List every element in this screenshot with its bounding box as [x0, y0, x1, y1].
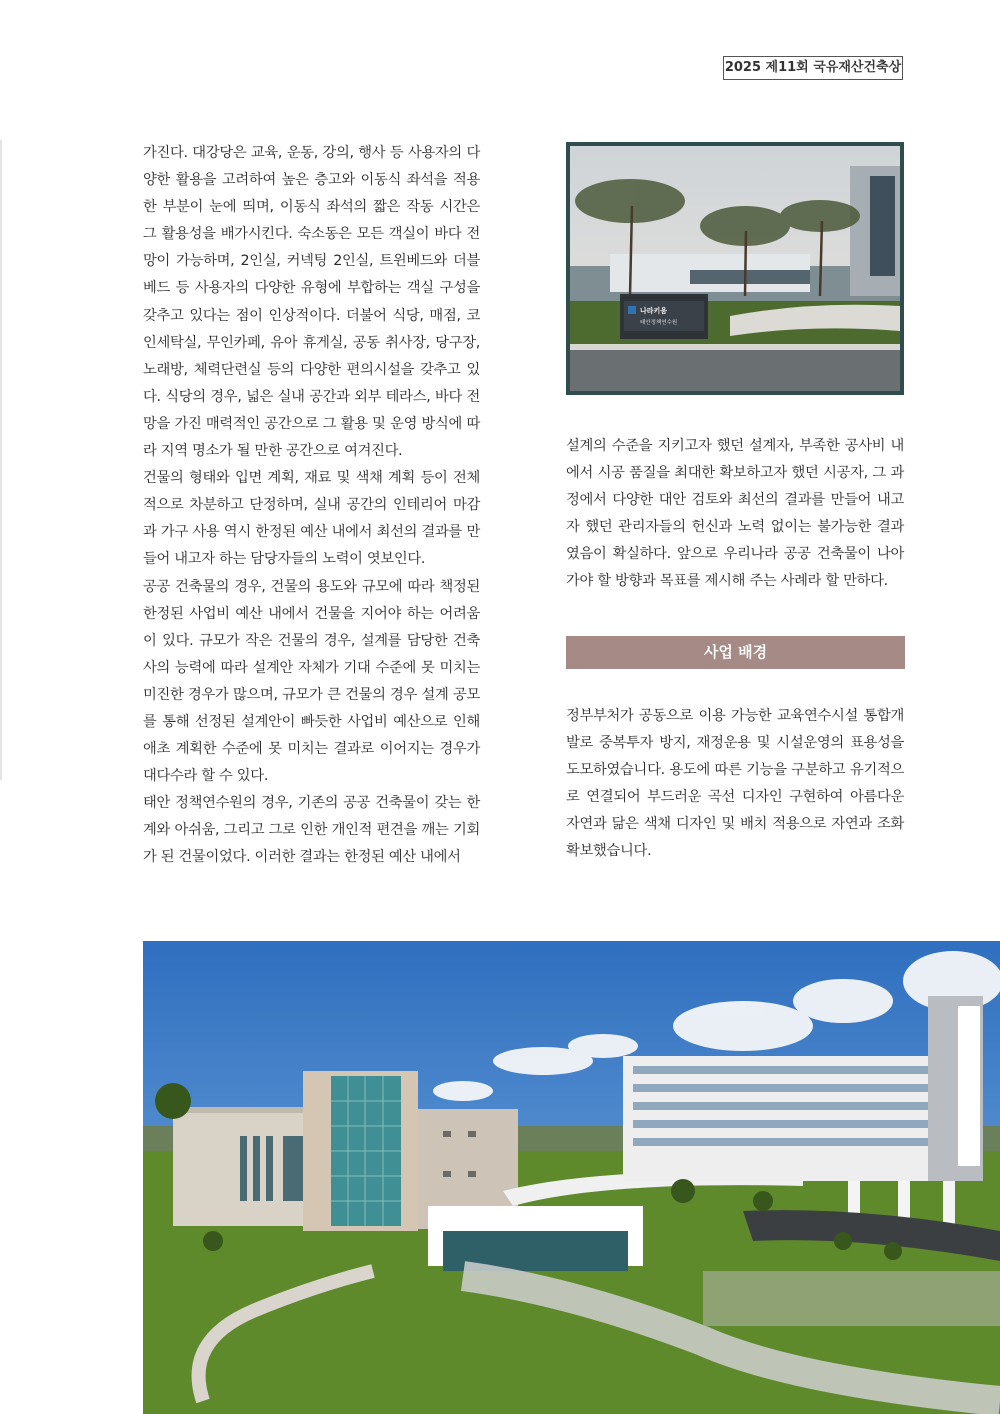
sign-main-text: 나라키움: [640, 307, 668, 315]
paragraph: 정부부처가 공동으로 이용 가능한 교육연수시설 통합개발로 중복투자 방지, 재정운용 및 시설운영의 표용성을 도모하였습니다. 용도에 따른 기능을 구분하고 유기적으로 연결되어 부드러운 곡선 디자인 구현하여 아름다운 자연과 닮은 색채 디자인 및 배치 적용으로 자연과 조화 확보했습니다.: [566, 708, 904, 860]
sign-sub-text: 태안정책연수원: [640, 320, 678, 326]
right-text-top: [566, 433, 904, 596]
paragraph: 가진다. 대강당은 교육, 운동, 강의, 행사 등 사용자의 다양한 활용을 고려하여 높은 층고와 이동식 좌석을 적용한 부분이 눈에 띄며, 이동식 좌석의 짧은 작동 시간은 그 활용성을 배가시킨다. 숙소동은 모든 객실이 바다 전망이 가능하며, 2인실, 커넥팅 2인실, 트윈베드와 더블베드 등 사용자의 다양한 유형에 부합하는 객실 구성을 갖추고 있다는 점이 인상적이다. 더불어 식당, 매점, 코인세탁실, 무인카페, 유아 휴게실, 공동 취사장, 당구장, 노래방, 체력단련실 등의 다양한 편의시설을 갖추고 있다. 식당의 경우, 넓은 실내 공간과 외부 테라스, 바다 전망을 가진 매력적인 공간으로 그 활용 및 운영 방식에 따라 지역 명소가 될 만한 공간으로 여겨진다.: [143, 145, 480, 460]
paragraph: 설계의 수준을 지키고자 했던 설계자, 부족한 공사비 내에서 시공 품질을 최대한 확보하고자 했던 시공자, 그 과정에서 다양한 대안 검토와 최선의 결과를 만들어 내고자 했던 관리자들의 헌신과 노력 없이는 불가능한 결과였음이 확실하다. 앞으로 우리나라 공공 건축물이 나아가야 할 방향과 목표를 제시해 주는 사례라 할 만하다.: [566, 438, 904, 590]
left-text-column: [143, 140, 480, 872]
entrance-sign-illustration: [570, 146, 900, 391]
margin-rule: [0, 140, 2, 780]
entrance-sign-photo: [566, 142, 904, 395]
entrance-sign: [620, 294, 708, 339]
paragraph: 공공 건축물의 경우, 건물의 용도와 규모에 따라 책정된 한정된 사업비 예산 내에서 건물을 지어야 하는 어려움이 있다. 규모가 작은 건물의 경우, 설계를 담당한 건축사의 능력에 따라 설계안 자체가 기대 수준에 못 미치는 미진한 경우가 많으며, 규모가 큰 건물의 경우 설계 공모를 통해 선정된 설계안이 빠듯한 사업비 예산으로 인해 애초 계획한 수준에 못 미치는 결과로 이어지는 경우가 대다수라 할 수 있다.: [143, 578, 480, 785]
paragraph: 건물의 형태와 입면 계획, 재료 및 색채 계획 등이 전체적으로 차분하고 단정하며, 실내 공간의 인테리어 마감과 가구 사용 역시 한정된 예산 내에서 최선의 결과를 만들어 내고자 하는 담당자들의 노력이 엿보인다.: [143, 470, 480, 568]
section-heading: 사업 배경: [566, 636, 905, 669]
paragraph: 태안 정책연수원의 경우, 기존의 공공 건축물이 갖는 한계와 아쉬움, 그리고 그로 인한 개인적 편견을 깨는 기회가 된 건물이었다. 이러한 결과는 한정된 예산 내에서: [143, 795, 480, 866]
issue-tag: 2025 제11회 국유재산건축상: [723, 56, 903, 80]
right-text-bottom: [566, 703, 904, 866]
campus-aerial-illustration: [143, 941, 1000, 1414]
campus-aerial-photo: [143, 941, 1000, 1414]
